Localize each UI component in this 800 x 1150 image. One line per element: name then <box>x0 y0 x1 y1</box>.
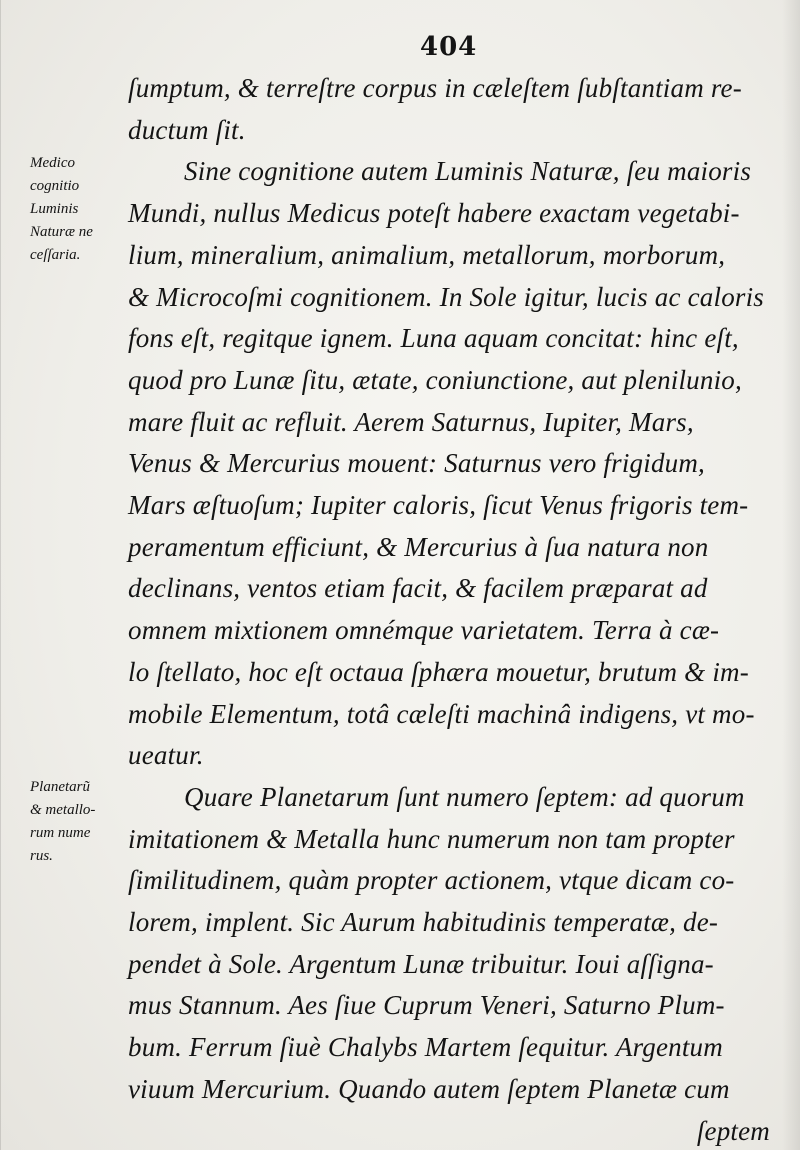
marginal-line: cognitio <box>30 178 80 194</box>
text-line: & Microcoſmi cognitionem. In Sole igitur, lucis ac caloris <box>128 281 765 312</box>
text-line: pendet à Sole. Argentum Lunæ tribuitur. Ioui aſſigna- <box>128 948 714 979</box>
marginal-line: Naturæ ne <box>30 224 93 240</box>
marginal-line: & metallo- <box>30 802 96 818</box>
text-line: lo ſtellato, hoc eſt octaua ſphæra mouetur, brutum & im- <box>128 656 749 687</box>
page-shadow <box>782 0 800 1150</box>
text-line: bum. Ferrum ſiuè Chalybs Martem ſequitur. Argentum <box>128 1032 723 1063</box>
text-line: mare fluit ac refluit. Aerem Saturnus, Iupiter, Mars, <box>128 406 694 437</box>
marginal-line: Luminis <box>30 201 79 217</box>
text-line: Mars æſtuoſum; Iupiter caloris, ſicut Venus frigoris tem- <box>128 490 749 521</box>
text-line: viuum Mercurium. Quando autem ſeptem Planetæ cum <box>128 1073 730 1104</box>
text-line: Sine cognitione autem Luminis Naturæ, ſeu maioris <box>184 156 752 187</box>
marginal-line: Medico <box>30 155 75 171</box>
text-line: lium, mineralium, animalium, metallorum, morborum, <box>128 239 726 270</box>
text-line: Quare Planetarum ſunt numero ſeptem: ad quorum <box>184 781 745 812</box>
marginal-line: rum nume <box>30 825 91 841</box>
text-line: quod pro Lunæ ſitu, ætate, coniunctione, aut plenilunio, <box>128 364 742 395</box>
text-line: mobile Elementum, totâ cæleſti machinâ indigens, vt mo- <box>128 698 755 729</box>
text-line: peramentum efficiunt, & Mercurius à ſua natura non <box>128 531 709 562</box>
text-line: ueatur. <box>128 740 204 771</box>
text-line: Mundi, nullus Medicus poteſt habere exactam vegetabi- <box>128 198 740 229</box>
page-number: 404 <box>420 32 478 62</box>
text-line: declinans, ventos etiam facit, & facilem præparat ad <box>128 573 708 604</box>
marginal-note-medico <box>30 152 126 267</box>
marginal-line: rus. <box>30 848 53 864</box>
text-line: ductum ſit. <box>128 114 246 145</box>
text-line: imitationem & Metalla hunc numerum non tam propter <box>128 823 735 854</box>
text-line: Venus & Mercurius mouent: Saturnus vero frigidum, <box>128 448 705 479</box>
text-line: mus Stannum. Aes ſiue Cuprum Veneri, Saturno Plum- <box>128 990 725 1021</box>
text-line: ſumptum, & terreſtre corpus in cæleſtem ſubſtantiam re- <box>128 73 742 103</box>
text-line: ſimilitudinem, quàm propter actionem, vtque dicam co- <box>128 865 735 896</box>
marginal-line: ceſſaria. <box>30 247 81 263</box>
text-line: lorem, implent. Sic Aurum habitudinis temperatæ, de- <box>128 907 719 938</box>
text-line: omnem mixtionem omnémque varietatem. Terra à cæ- <box>128 615 720 646</box>
catchword: ſeptem <box>696 1115 770 1146</box>
marginal-note-planetarum <box>30 776 126 868</box>
text-line: fons eſt, regitque ignem. Luna aquam concitat: hinc eſt, <box>128 323 739 354</box>
marginal-line: Planetarũ <box>30 779 90 795</box>
page-edge <box>0 0 1 1150</box>
body-text <box>128 68 778 1150</box>
